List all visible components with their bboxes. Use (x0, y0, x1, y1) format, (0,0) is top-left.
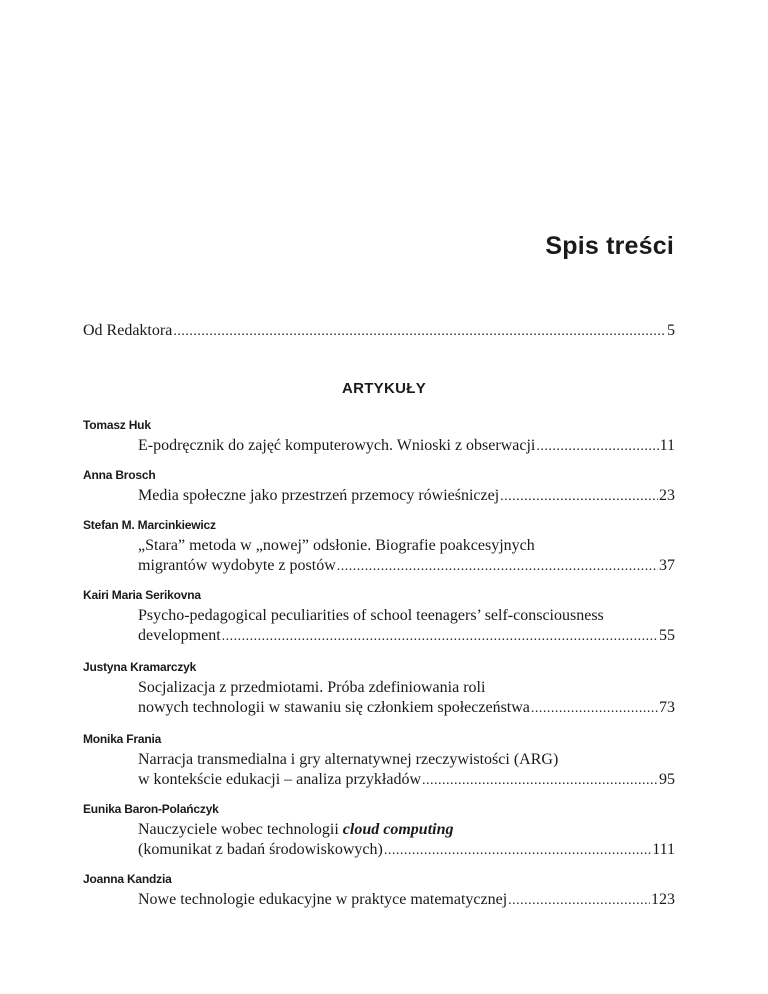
toc-entry[interactable] (83, 418, 675, 457)
toc-page-number: 111 (652, 841, 675, 858)
toc-entry[interactable] (83, 802, 675, 861)
dot-leader (337, 557, 658, 577)
toc-author: Anna Brosch (83, 468, 156, 482)
toc-entry-intro[interactable] (83, 321, 675, 342)
toc-page-number: 123 (651, 891, 675, 908)
toc-entry[interactable] (83, 518, 675, 577)
dot-leader (536, 437, 658, 457)
dot-leader (531, 699, 658, 719)
dot-leader (222, 627, 658, 647)
section-heading: ARTYKUŁY (341, 380, 427, 397)
toc-entry-title-text: Nauczyciele wobec technologii (138, 821, 343, 838)
toc-page-number: 5 (667, 322, 675, 339)
toc-entry-title-emphasis: cloud computing (342, 821, 454, 838)
dot-leader (508, 891, 650, 911)
toc-entry-title-continued: nowych technologii w stawaniu się członkiem społeczeństwa (138, 699, 530, 716)
toc-page-number: 55 (659, 627, 675, 644)
toc-entry-title-continued: development (138, 627, 221, 644)
toc-entry-title: Nowe technologie edukacyjne w praktyce matematycznej (138, 891, 508, 908)
toc-page-number: 37 (659, 557, 675, 574)
toc-entry-title: Psycho-pedagogical peculiarities of school teenagers’ self-consciousness (138, 607, 604, 624)
toc-author: Stefan M. Marcinkiewicz (83, 518, 216, 532)
toc-entry-title: Narracja transmedialna i gry alternatywnej rzeczywistości (ARG) (138, 751, 559, 768)
toc-entry[interactable] (83, 732, 675, 791)
toc-author: Justyna Kramarczyk (83, 660, 197, 674)
toc-entry-title: Od Redaktora (83, 322, 173, 339)
toc-entry-title-continued: (komunikat z badań środowiskowych) (138, 841, 383, 858)
dot-leader (422, 771, 658, 791)
page-title: Spis treści (545, 232, 674, 260)
dot-leader (500, 487, 658, 507)
toc-entry[interactable] (83, 660, 675, 719)
toc-entry-title: Media społeczne jako przestrzeń przemocy rówieśniczej (138, 487, 500, 504)
toc-author: Monika Frania (83, 732, 162, 746)
toc-entry-title-continued: w kontekście edukacji – analiza przykładów (138, 771, 421, 788)
toc-entry-title-continued: migrantów wydobyte z postów (138, 557, 336, 574)
toc-page-number: 11 (659, 437, 675, 454)
dot-leader (173, 322, 666, 342)
toc-author: Joanna Kandzia (83, 872, 172, 886)
toc-author: Tomasz Huk (83, 418, 151, 432)
toc-entry[interactable] (83, 588, 675, 647)
toc-entry[interactable] (83, 872, 675, 911)
toc-entry-title (138, 820, 675, 840)
toc-page-number: 23 (659, 487, 675, 504)
toc-author: Eunika Baron-Polańczyk (83, 802, 219, 816)
toc-author: Kairi Maria Serikovna (83, 588, 201, 602)
toc-page-number: 95 (659, 771, 675, 788)
dot-leader (384, 841, 651, 861)
toc-entry-title: „Stara” metoda w „nowej” odsłonie. Biografie poakcesyjnych (138, 537, 535, 554)
toc-entry-title: E-podręcznik do zajęć komputerowych. Wnioski z obserwacji (138, 437, 536, 454)
toc-entry[interactable] (83, 468, 675, 507)
toc-page-number: 73 (659, 699, 675, 716)
toc-entry-title: Socjalizacja z przedmiotami. Próba zdefiniowania roli (138, 679, 486, 696)
